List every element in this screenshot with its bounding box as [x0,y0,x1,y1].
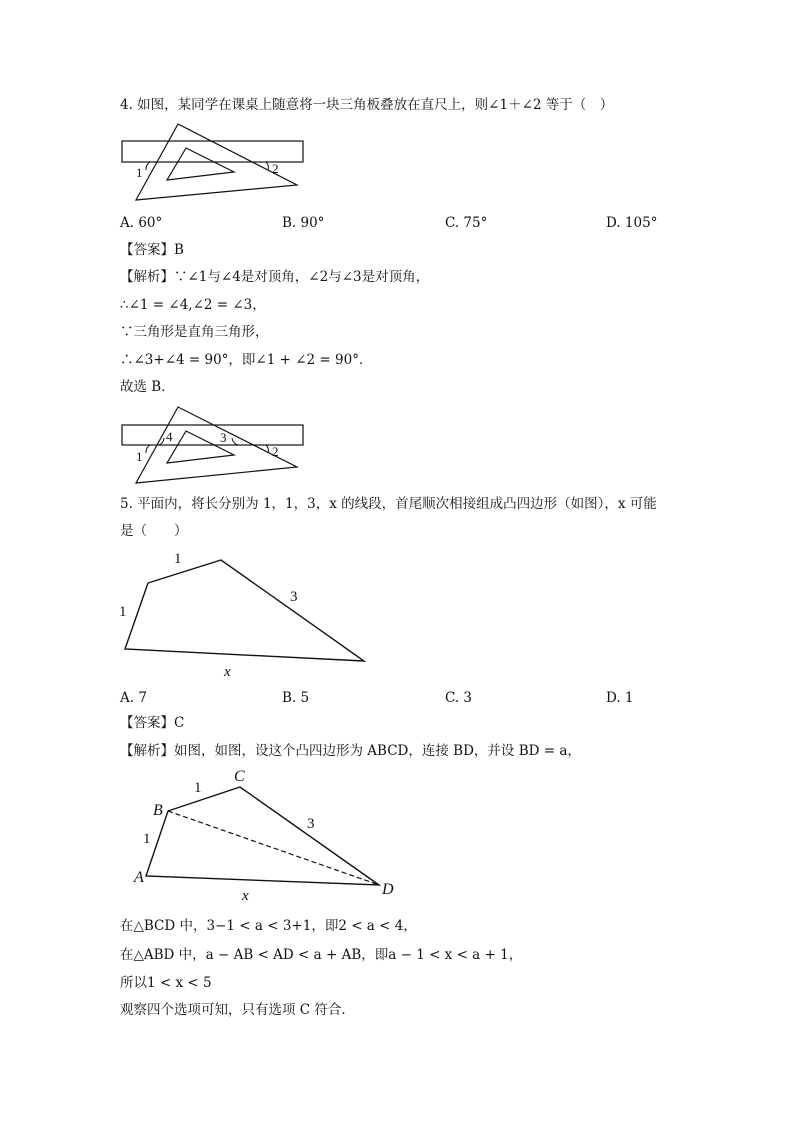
q4-option-d: D. 105° [606,215,658,231]
side-label-bottom: x [224,664,231,680]
q5-stem-line-2: 是（ ） [120,523,188,539]
q4-answer: 【答案】B [120,242,184,258]
q5-stem-line-1: 5. 平面内，将长分别为 1，1，3，x 的线段，首尾顺次相接组成凸四边形（如图），x 可能 [120,496,657,512]
q4-stem: 4. 如图，某同学在课桌上随意将一块三角板叠放在直尺上，则∠1＋∠2 等于（ ） [120,97,614,113]
angle-label-2: 2 [272,444,279,459]
angle-label-2: 2 [272,161,279,176]
angle-label-1: 1 [136,449,143,464]
vertex-label-a: A [134,869,144,886]
q5-option-d: D. 1 [606,690,634,706]
side-label-left: 1 [119,604,127,620]
angle-label-3: 3 [220,430,227,445]
q4-analysis-line-2: ∴∠1 = ∠4,∠2 = ∠3， [120,297,266,313]
side-label-ad: x [242,888,249,904]
angle-label-4: 4 [166,429,173,444]
q4-analysis-line-5: 故选 B． [120,379,175,395]
q5-analysis-line-2: 在△ABD 中，a − AB < AD < a + AB，即a − 1 < x < a + 1， [120,947,523,963]
side-label-bc: 1 [194,780,202,796]
q4-analysis-line-4: ∴∠3+∠4 = 90°，即∠1 + ∠2 = 90°． [120,352,373,368]
side-label-right: 3 [290,589,298,605]
q5-option-a: A. 7 [120,690,147,706]
side-label-top: 1 [174,551,182,567]
side-label-cd: 3 [307,816,315,832]
q4-option-a: A. 60° [120,215,163,231]
q4-option-b: B. 90° [282,215,325,231]
quadrilateral-abcd [146,787,379,885]
q5-option-c: C. 3 [445,690,473,706]
angle-label-1: 1 [136,165,143,180]
q4-analysis-line-1: 【解析】∵∠1与∠4是对顶角，∠2与∠3是对顶角， [120,269,430,285]
q5-analysis-line-3: 所以1 < x < 5 [120,975,212,991]
diagonal-bd-dashed [168,811,379,885]
q5-analysis-line-1: 在△BCD 中，3−1 < a < 3+1，即2 < a < 4， [120,918,417,934]
q5-analysis-line-4: 观察四个选项可知，只有选项 C 符合． [120,1002,355,1018]
q5-option-b: B. 5 [282,690,310,706]
q4-option-c: C. 75° [445,215,488,231]
q4-analysis-line-3: ∵三角形是直角三角形， [120,324,269,340]
vertex-label-c: C [234,768,245,785]
side-label-ab: 1 [143,831,151,847]
vertex-label-b: B [153,802,163,819]
vertex-label-d: D [382,881,394,898]
q5-answer: 【答案】C [120,715,185,731]
q5-analysis-intro: 【解析】如图，如图，设这个凸四边形为 ABCD，连接 BD，并设 BD = a， [120,743,581,759]
